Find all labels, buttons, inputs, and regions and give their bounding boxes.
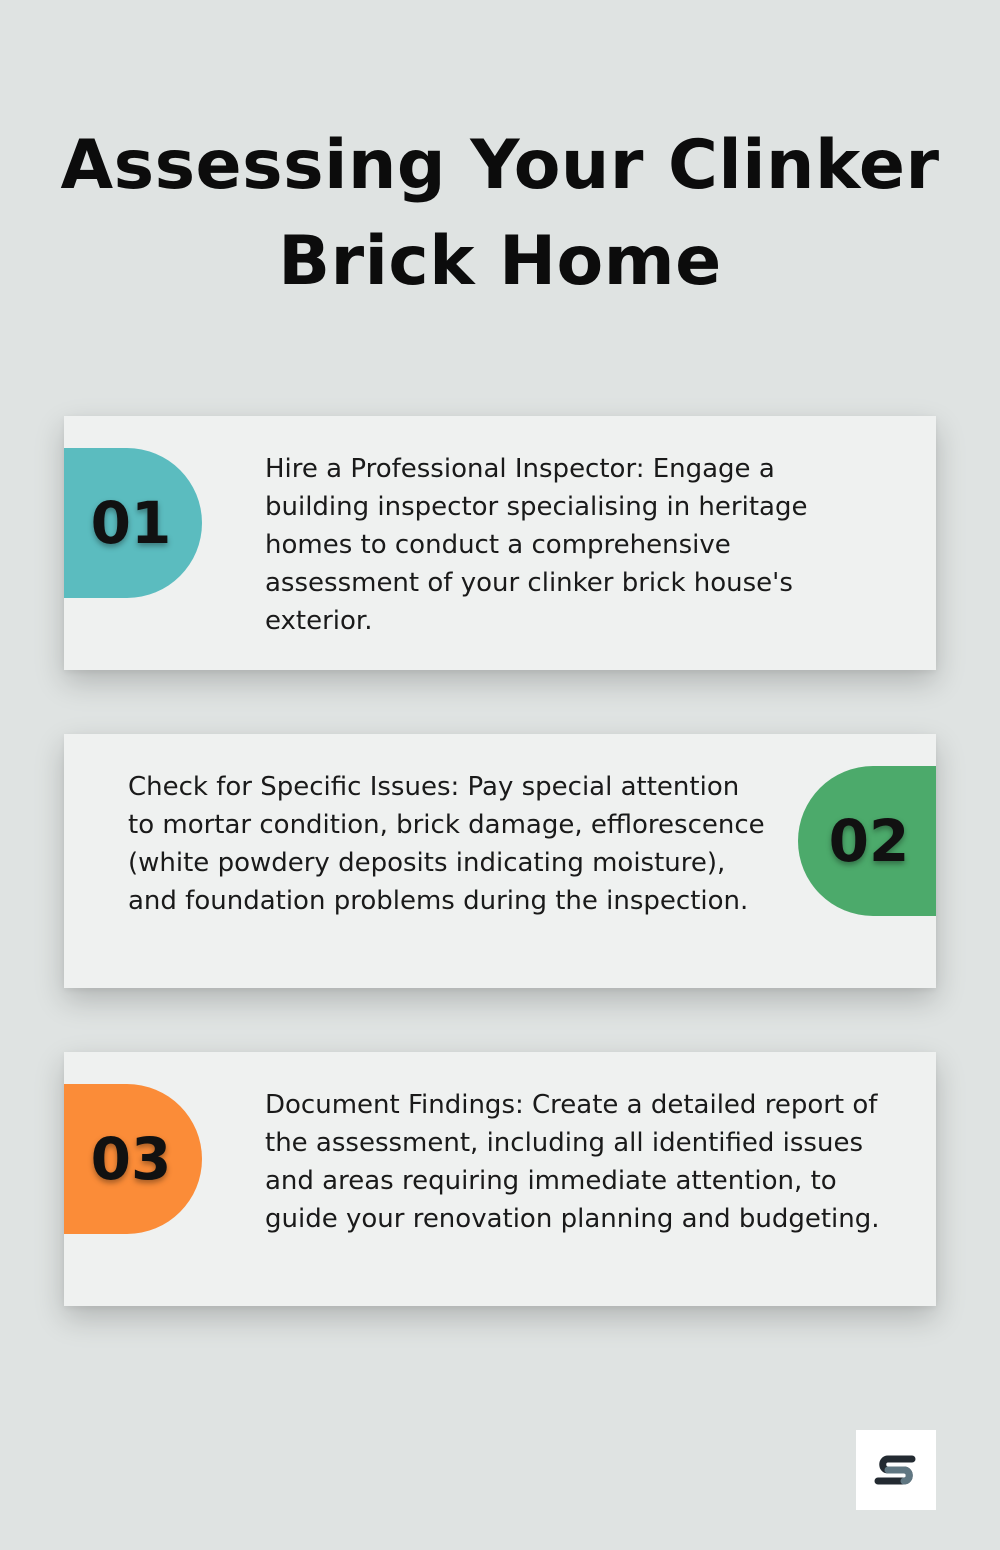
step-number-badge-3 — [64, 1084, 202, 1234]
step-number-3: 03 — [90, 1125, 172, 1193]
page-title — [0, 118, 1000, 310]
title-line-1: Assessing Your Clinker — [60, 126, 940, 205]
title-line-2: Brick Home — [278, 222, 722, 301]
step-number-1: 01 — [90, 489, 172, 557]
step-description-2: Check for Specific Issues: Pay special attention to mortar condition, brick damage, efflorescence (white powdery deposits indicating moisture), and foundation problems during the inspection. — [128, 772, 765, 916]
step-number-badge-2 — [798, 766, 936, 916]
brand-s-logo-icon — [874, 1455, 918, 1485]
step-description-3: Document Findings: Create a detailed report of the assessment, including all identified issues and areas requiring immediate attention, to guide your renovation planning and budgeting. — [265, 1090, 880, 1234]
step-card-1 — [64, 416, 936, 670]
brand-logo — [856, 1430, 936, 1510]
step-number-badge-1 — [64, 448, 202, 598]
step-description-1: Hire a Professional Inspector: Engage a building inspector specialising in heritage homes to conduct a comprehensive assessment of your clinker brick house's exterior. — [265, 454, 808, 636]
step-card-3 — [64, 1052, 936, 1306]
step-number-2: 02 — [828, 807, 910, 875]
step-card-2 — [64, 734, 936, 988]
